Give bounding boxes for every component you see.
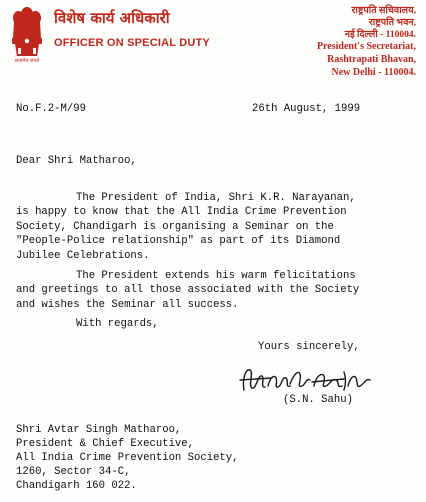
recipient-city: Chandigarh 160 022. <box>16 480 137 492</box>
address-hindi-line1: राष्ट्रपति सचिवालय, <box>351 6 416 16</box>
paragraph-line: Society, Chandigarh is organising a Seminar on the <box>16 220 334 233</box>
recipient-street: 1260, Sector 34-C, <box>16 466 131 478</box>
paragraph-1 <box>16 191 412 263</box>
signatory-name: (S.N. Sahu) <box>283 394 353 406</box>
paragraph-line: Jubilee Celebrations. <box>16 249 150 262</box>
paragraph-line: The President extends his warm felicitations <box>76 270 356 282</box>
with-regards: With regards, <box>76 318 159 330</box>
paragraph-line: is happy to know that the All India Crime Prevention <box>16 206 347 219</box>
recipient-organisation: All India Crime Prevention Society, <box>16 452 239 464</box>
address-line3: New Delhi - 110004. <box>331 67 416 78</box>
paragraph-line: and wishes the Seminar all success. <box>16 298 239 311</box>
paragraph-line: The President of India, Shri K.R. Narayanan, <box>76 192 356 204</box>
state-emblem-icon <box>10 4 44 64</box>
recipient-title: President & Chief Executive, <box>16 438 195 450</box>
letterhead-office-title: OFFICER ON SPECIAL DUTY <box>54 37 210 49</box>
letterhead-hindi-title: विशेष कार्य अधिकारी <box>54 9 170 27</box>
address-line1: President's Secretariat, <box>316 41 416 52</box>
salutation: Dear Shri Matharoo, <box>16 155 137 167</box>
recipient-name: Shri Avtar Singh Matharoo, <box>16 424 182 436</box>
closing-yours-sincerely: Yours sincerely, <box>258 341 360 353</box>
address-line2: Rashtrapati Bhavan, <box>327 54 416 65</box>
paragraph-2 <box>16 269 412 312</box>
paragraph-line: "People-Police relationship" as part of its Diamond <box>16 235 341 248</box>
svg-text:सत्यमेव जयते: सत्यमेव जयते <box>14 58 40 64</box>
address-hindi-line3: नई दिल्ली - 110004. <box>344 30 416 40</box>
paragraph-line: and greetings to all those associated with the Society <box>16 284 360 297</box>
address-hindi-line2: राष्ट्रपति भवन, <box>368 18 416 28</box>
reference-number: No.F.2-M/99 <box>16 103 86 115</box>
letter-date: 26th August, 1999 <box>252 103 361 115</box>
